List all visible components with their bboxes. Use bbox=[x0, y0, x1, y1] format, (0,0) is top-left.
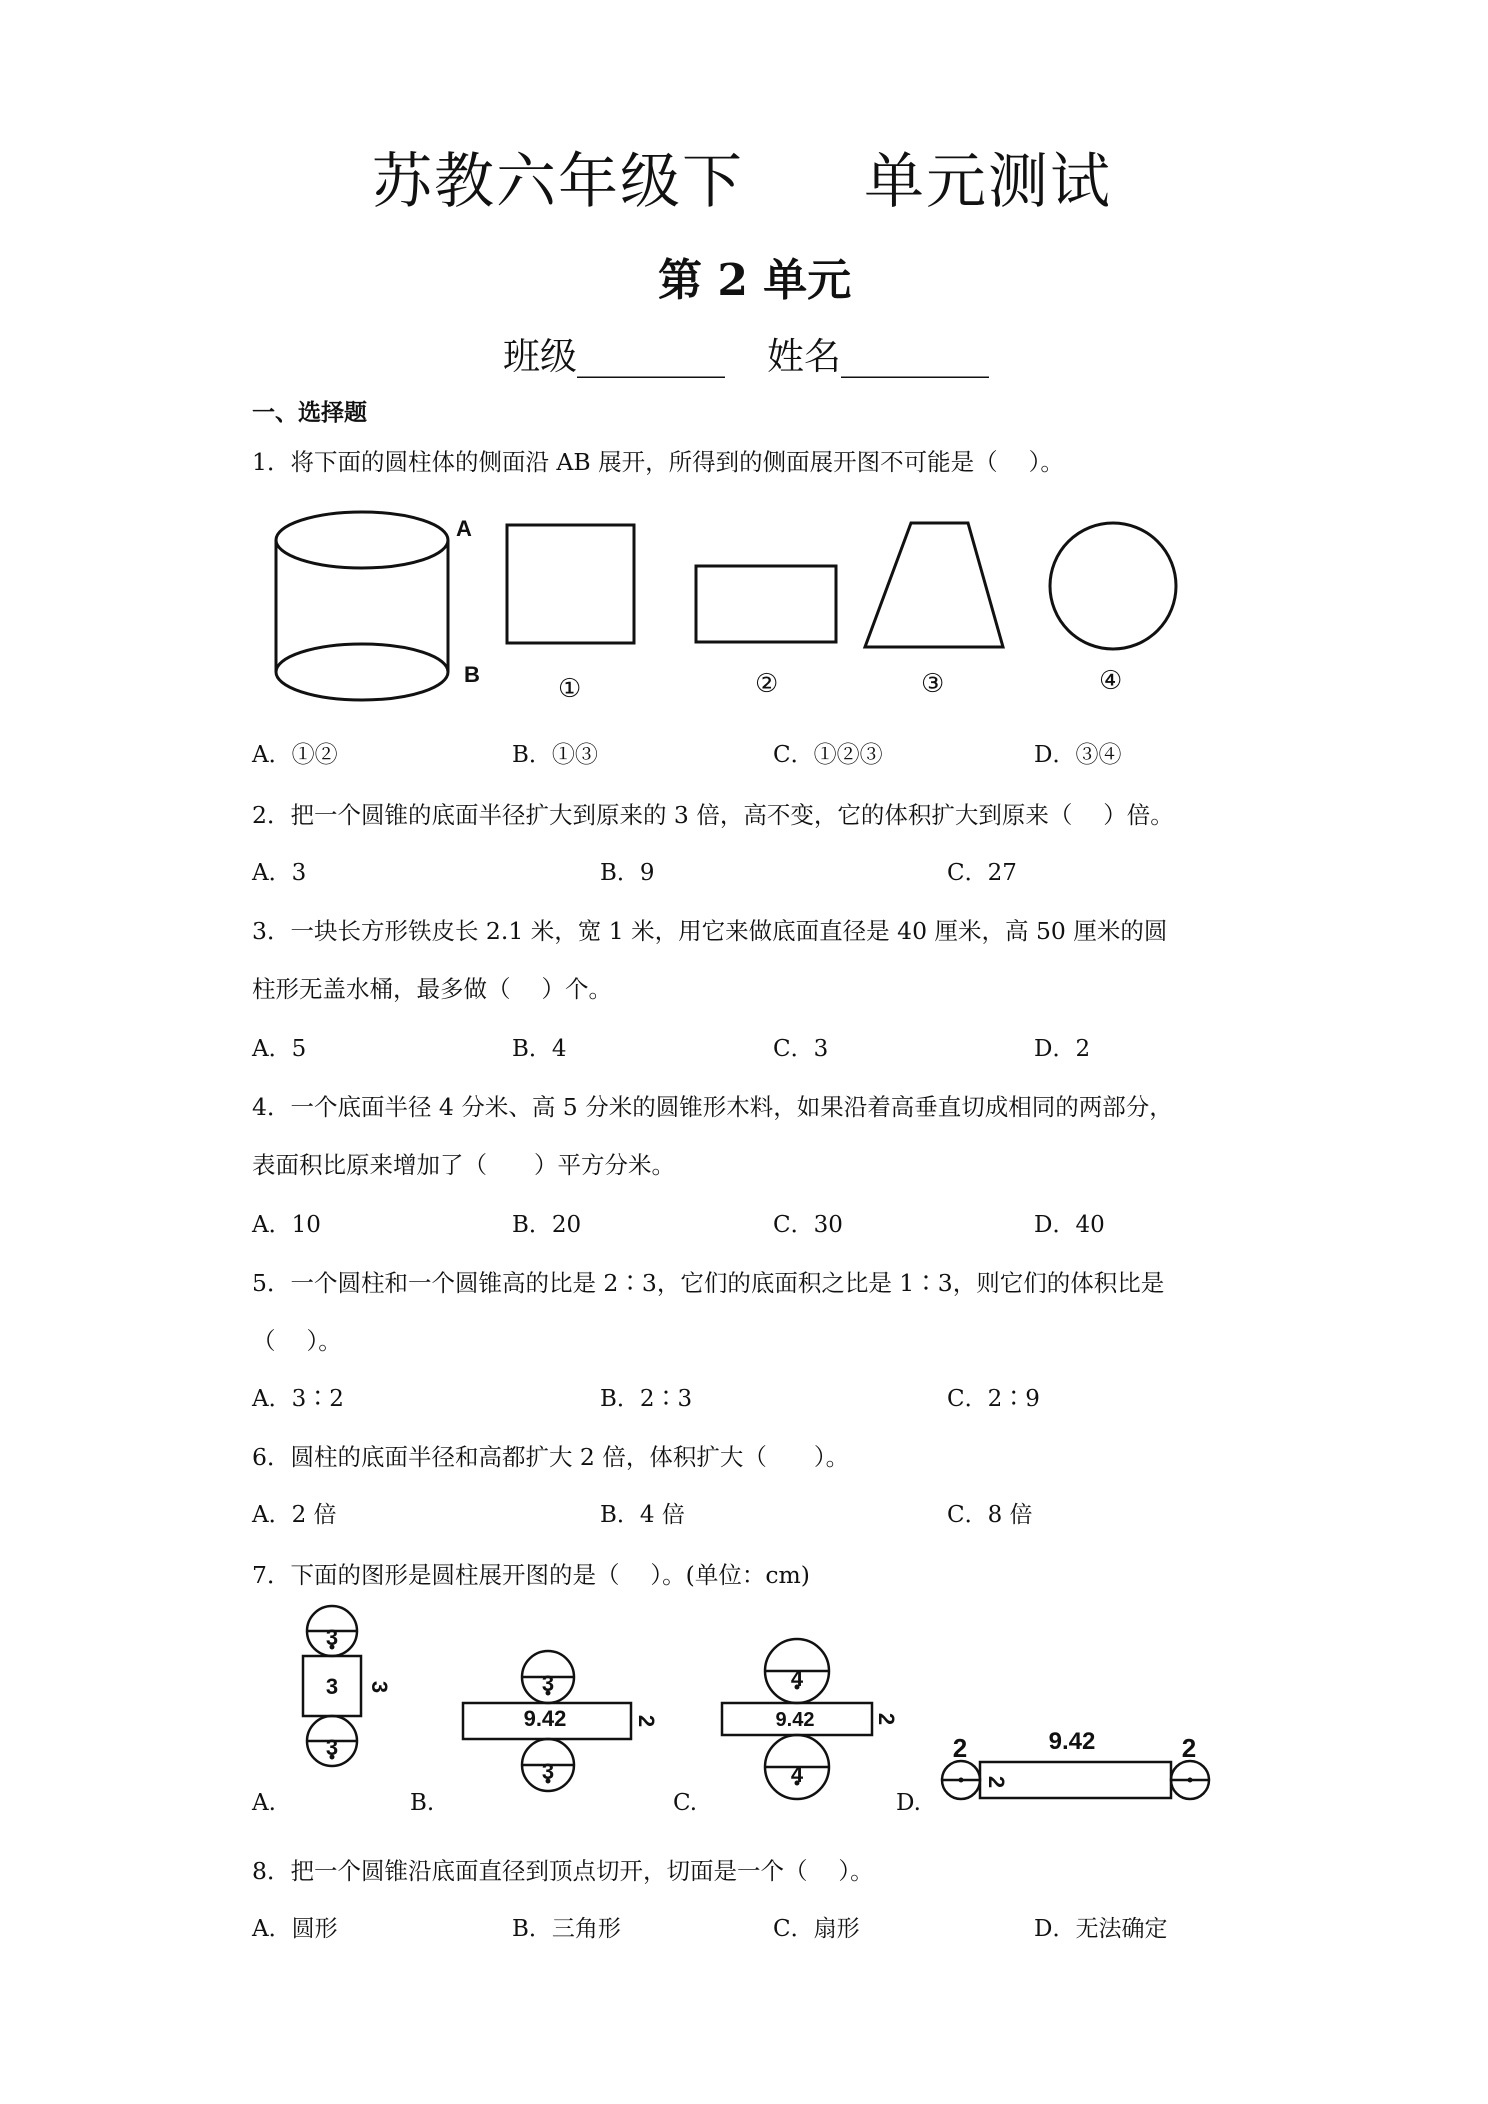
svg-text:2: 2 bbox=[634, 1714, 659, 1728]
q8-option-a[interactable]: A．圆形 bbox=[252, 1916, 338, 1942]
question-3-line2: 柱形无盖水桶，最多做（ ）个。 bbox=[252, 975, 612, 1003]
shape-rectangle bbox=[696, 566, 836, 642]
question-4-line2: 表面积比原来增加了（ ）平方分米。 bbox=[252, 1151, 675, 1179]
shape-square bbox=[507, 525, 634, 643]
svg-text:2: 2 bbox=[1181, 1733, 1197, 1763]
q2-option-c[interactable]: C．27 bbox=[947, 860, 1017, 886]
q8-option-d[interactable]: D．无法确定 bbox=[1034, 1916, 1168, 1942]
q1-option-c[interactable]: C．①②③ bbox=[773, 742, 883, 768]
svg-text:2: 2 bbox=[984, 1775, 1009, 1789]
svg-text:3: 3 bbox=[541, 1759, 555, 1784]
question-6: 6．圆柱的底面半径和高都扩大 2 倍，体积扩大（ ）。 bbox=[252, 1443, 850, 1471]
svg-text:2: 2 bbox=[874, 1712, 899, 1726]
label-a: A bbox=[456, 516, 472, 541]
q7-option-b[interactable]: B. bbox=[410, 1790, 435, 1816]
q7-figures bbox=[290, 1600, 1250, 1810]
page-title-right: 单元测试 bbox=[864, 147, 1112, 217]
shape-circle bbox=[1050, 523, 1176, 649]
q4-option-c[interactable]: C．30 bbox=[773, 1212, 843, 1238]
q2-option-a[interactable]: A．3 bbox=[252, 860, 307, 886]
question-3-line1: 3．一块长方形铁皮长 2.1 米，宽 1 米，用它来做底面直径是 40 厘米，高 50 厘米的圆 bbox=[252, 917, 1168, 945]
q8-option-b[interactable]: B．三角形 bbox=[512, 1916, 621, 1942]
q3-option-a[interactable]: A．5 bbox=[252, 1036, 307, 1062]
q7-option-d[interactable]: D. bbox=[896, 1790, 921, 1816]
label-1: ① bbox=[558, 673, 582, 703]
label-3: ③ bbox=[921, 668, 945, 698]
svg-text:9.42: 9.42 bbox=[775, 1709, 815, 1731]
svg-text:3: 3 bbox=[541, 1671, 555, 1696]
svg-text:3: 3 bbox=[367, 1680, 392, 1694]
label-b: B bbox=[464, 662, 480, 687]
svg-text:9.42: 9.42 bbox=[1048, 1728, 1096, 1755]
q4-option-d[interactable]: D．40 bbox=[1034, 1212, 1105, 1238]
q3-option-d[interactable]: D．2 bbox=[1034, 1036, 1091, 1062]
label-2: ② bbox=[755, 668, 779, 698]
svg-text:3: 3 bbox=[325, 1625, 339, 1650]
q4-option-a[interactable]: A．10 bbox=[252, 1212, 321, 1238]
shape-trapezoid bbox=[865, 523, 1003, 647]
q3-option-c[interactable]: C．3 bbox=[773, 1036, 829, 1062]
question-4-line1: 4．一个底面半径 4 分米、高 5 分米的圆锥形木料，如果沿着高垂直切成相同的两部分， bbox=[252, 1093, 1173, 1121]
unit-title: 第 2 单元 bbox=[658, 255, 852, 306]
class-field: 班级________ bbox=[503, 335, 725, 378]
question-2: 2．把一个圆锥的底面半径扩大到原来的 3 倍，高不变，它的体积扩大到原来（ ）倍。 bbox=[252, 801, 1174, 829]
question-8: 8．把一个圆锥沿底面直径到顶点切开，切面是一个（ ）。 bbox=[252, 1857, 874, 1885]
q1-figures bbox=[260, 500, 1220, 710]
q7-option-c[interactable]: C. bbox=[673, 1790, 698, 1816]
svg-text:4: 4 bbox=[790, 1762, 804, 1787]
question-7: 7．下面的图形是圆柱展开图的是（ ）。(单位：cm) bbox=[252, 1561, 810, 1589]
q1-option-d[interactable]: D．③④ bbox=[1034, 742, 1122, 768]
q6-option-b[interactable]: B．4 倍 bbox=[600, 1502, 685, 1528]
cylinder-bottom bbox=[276, 644, 448, 700]
question-1: 1．将下面的圆柱体的侧面沿 AB 展开，所得到的侧面展开图不可能是（ ）。 bbox=[252, 448, 1064, 476]
q6-option-c[interactable]: C．8 倍 bbox=[947, 1502, 1033, 1528]
page-title-left: 苏教六年级下 bbox=[372, 147, 744, 217]
question-5-line1: 5．一个圆柱和一个圆锥高的比是 2∶3，它们的底面积之比是 1∶3，则它们的体积比是 bbox=[252, 1269, 1165, 1297]
label-4: ④ bbox=[1099, 665, 1123, 695]
q1-option-a[interactable]: A．①② bbox=[252, 742, 338, 768]
q4-option-b[interactable]: B．20 bbox=[512, 1212, 582, 1238]
question-5-line2: （ ）。 bbox=[252, 1327, 342, 1355]
cylinder-top bbox=[276, 512, 448, 568]
q3-option-b[interactable]: B．4 bbox=[512, 1036, 567, 1062]
section-title: 一、选择题 bbox=[252, 400, 367, 426]
svg-text:2: 2 bbox=[952, 1733, 968, 1763]
q5-option-b[interactable]: B．2∶3 bbox=[600, 1386, 693, 1412]
q7-option-a[interactable]: A. bbox=[252, 1790, 276, 1816]
name-field: 姓名________ bbox=[767, 335, 989, 378]
q5-option-c[interactable]: C．2∶9 bbox=[947, 1386, 1040, 1412]
svg-text:9.42: 9.42 bbox=[523, 1706, 567, 1731]
svg-text:3: 3 bbox=[325, 1735, 339, 1760]
q2-option-b[interactable]: B．9 bbox=[600, 860, 655, 886]
svg-text:3: 3 bbox=[325, 1674, 339, 1699]
q8-option-c[interactable]: C．扇形 bbox=[773, 1916, 860, 1942]
svg-text:4: 4 bbox=[790, 1666, 804, 1691]
q5-option-a[interactable]: A．3∶2 bbox=[252, 1386, 344, 1412]
q1-option-b[interactable]: B．①③ bbox=[512, 742, 598, 768]
q6-option-a[interactable]: A．2 倍 bbox=[252, 1502, 337, 1528]
